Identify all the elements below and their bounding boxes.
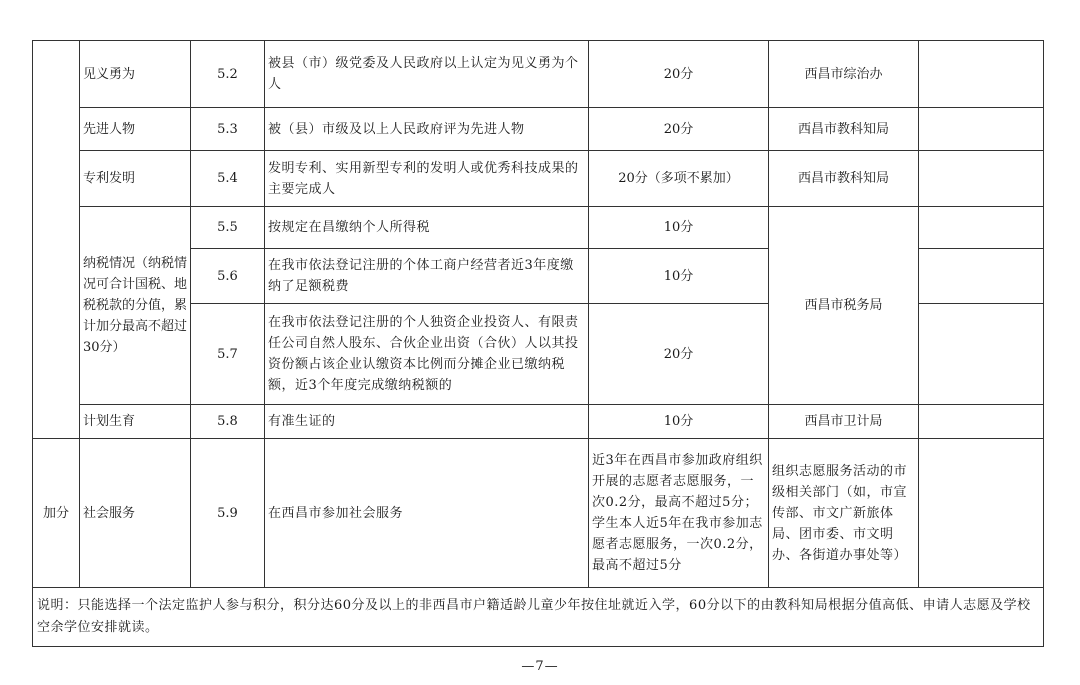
remark-cell — [919, 207, 1044, 249]
table-row — [33, 405, 1044, 439]
condition-cell: 按规定在昌缴纳个人所得税 — [265, 207, 589, 249]
score-cell: 20分 — [589, 41, 769, 108]
table-row — [33, 207, 1044, 249]
category-cell: 加分 — [33, 439, 80, 588]
score-cell: 20分 — [589, 108, 769, 151]
item-cell: 见义勇为 — [80, 41, 191, 108]
condition-cell: 发明专利、实用新型专利的发明人或优秀科技成果的主要完成人 — [265, 151, 589, 207]
score-cell: 10分 — [589, 405, 769, 439]
code-cell: 5.6 — [191, 249, 265, 304]
remark-cell — [919, 304, 1044, 405]
item-cell: 先进人物 — [80, 108, 191, 151]
page-number: —7— — [521, 659, 559, 674]
dept-cell: 组织志愿服务活动的市级相关部门（如，市宣传部、市文广新旅体局、团市委、市文明办、各街道办事处等） — [769, 439, 919, 588]
table-row — [33, 108, 1044, 151]
dept-cell: 西昌市教科知局 — [769, 108, 919, 151]
code-cell: 5.7 — [191, 304, 265, 405]
score-cell: 20分（多项不累加） — [589, 151, 769, 207]
remark-cell — [919, 151, 1044, 207]
condition-cell: 在我市依法登记注册的个体工商户经营者近3年度缴纳了足额税费 — [265, 249, 589, 304]
dept-cell: 西昌市税务局 — [769, 207, 919, 405]
remark-cell — [919, 41, 1044, 108]
remark-cell — [919, 108, 1044, 151]
code-cell: 5.3 — [191, 108, 265, 151]
score-table — [32, 40, 1044, 647]
score-cell: 20分 — [589, 304, 769, 405]
condition-cell: 被县（市）级党委及人民政府以上认定为见义勇为个人 — [265, 41, 589, 108]
score-cell: 近3年在西昌市参加政府组织开展的志愿者志愿服务，一次0.2分，最高不超过5分；学生本人近5年在我市参加志愿者志愿服务，一次0.2分，最高不超过5分 — [589, 439, 769, 588]
item-cell: 计划生育 — [80, 405, 191, 439]
table-row — [33, 151, 1044, 207]
item-cell: 纳税情况（纳税情况可合计国税、地税税款的分值，累计加分最高不超过30分） — [80, 207, 191, 405]
item-cell: 社会服务 — [80, 439, 191, 588]
table-row — [33, 439, 1044, 588]
condition-cell: 在西昌市参加社会服务 — [265, 439, 589, 588]
remark-cell — [919, 439, 1044, 588]
score-cell: 10分 — [589, 249, 769, 304]
dept-cell: 西昌市卫计局 — [769, 405, 919, 439]
dept-cell: 西昌市教科知局 — [769, 151, 919, 207]
item-cell: 专利发明 — [80, 151, 191, 207]
note-row — [33, 588, 1044, 647]
remark-cell — [919, 405, 1044, 439]
note-text: 说明：只能选择一个法定监护人参与积分，积分达60分及以上的非西昌市户籍适龄儿童少年按住址就近入学，60分以下的由教科知局根据分值高低、申请人志愿及学校空余学位安排就读。 — [33, 588, 1044, 647]
table-row — [33, 41, 1044, 108]
condition-cell: 被（县）市级及以上人民政府评为先进人物 — [265, 108, 589, 151]
condition-cell: 在我市依法登记注册的个人独资企业投资人、有限责任公司自然人股东、合伙企业出资（合伙）人以其投资份额占该企业认缴资本比例而分摊企业已缴纳税额，近3个年度完成缴纳税额的 — [265, 304, 589, 405]
remark-cell — [919, 249, 1044, 304]
score-table-container — [32, 40, 1043, 647]
code-cell: 5.8 — [191, 405, 265, 439]
score-cell: 10分 — [589, 207, 769, 249]
dept-cell: 西昌市综治办 — [769, 41, 919, 108]
code-cell: 5.9 — [191, 439, 265, 588]
code-cell: 5.5 — [191, 207, 265, 249]
category-cell — [33, 41, 80, 439]
code-cell: 5.2 — [191, 41, 265, 108]
condition-cell: 有准生证的 — [265, 405, 589, 439]
code-cell: 5.4 — [191, 151, 265, 207]
